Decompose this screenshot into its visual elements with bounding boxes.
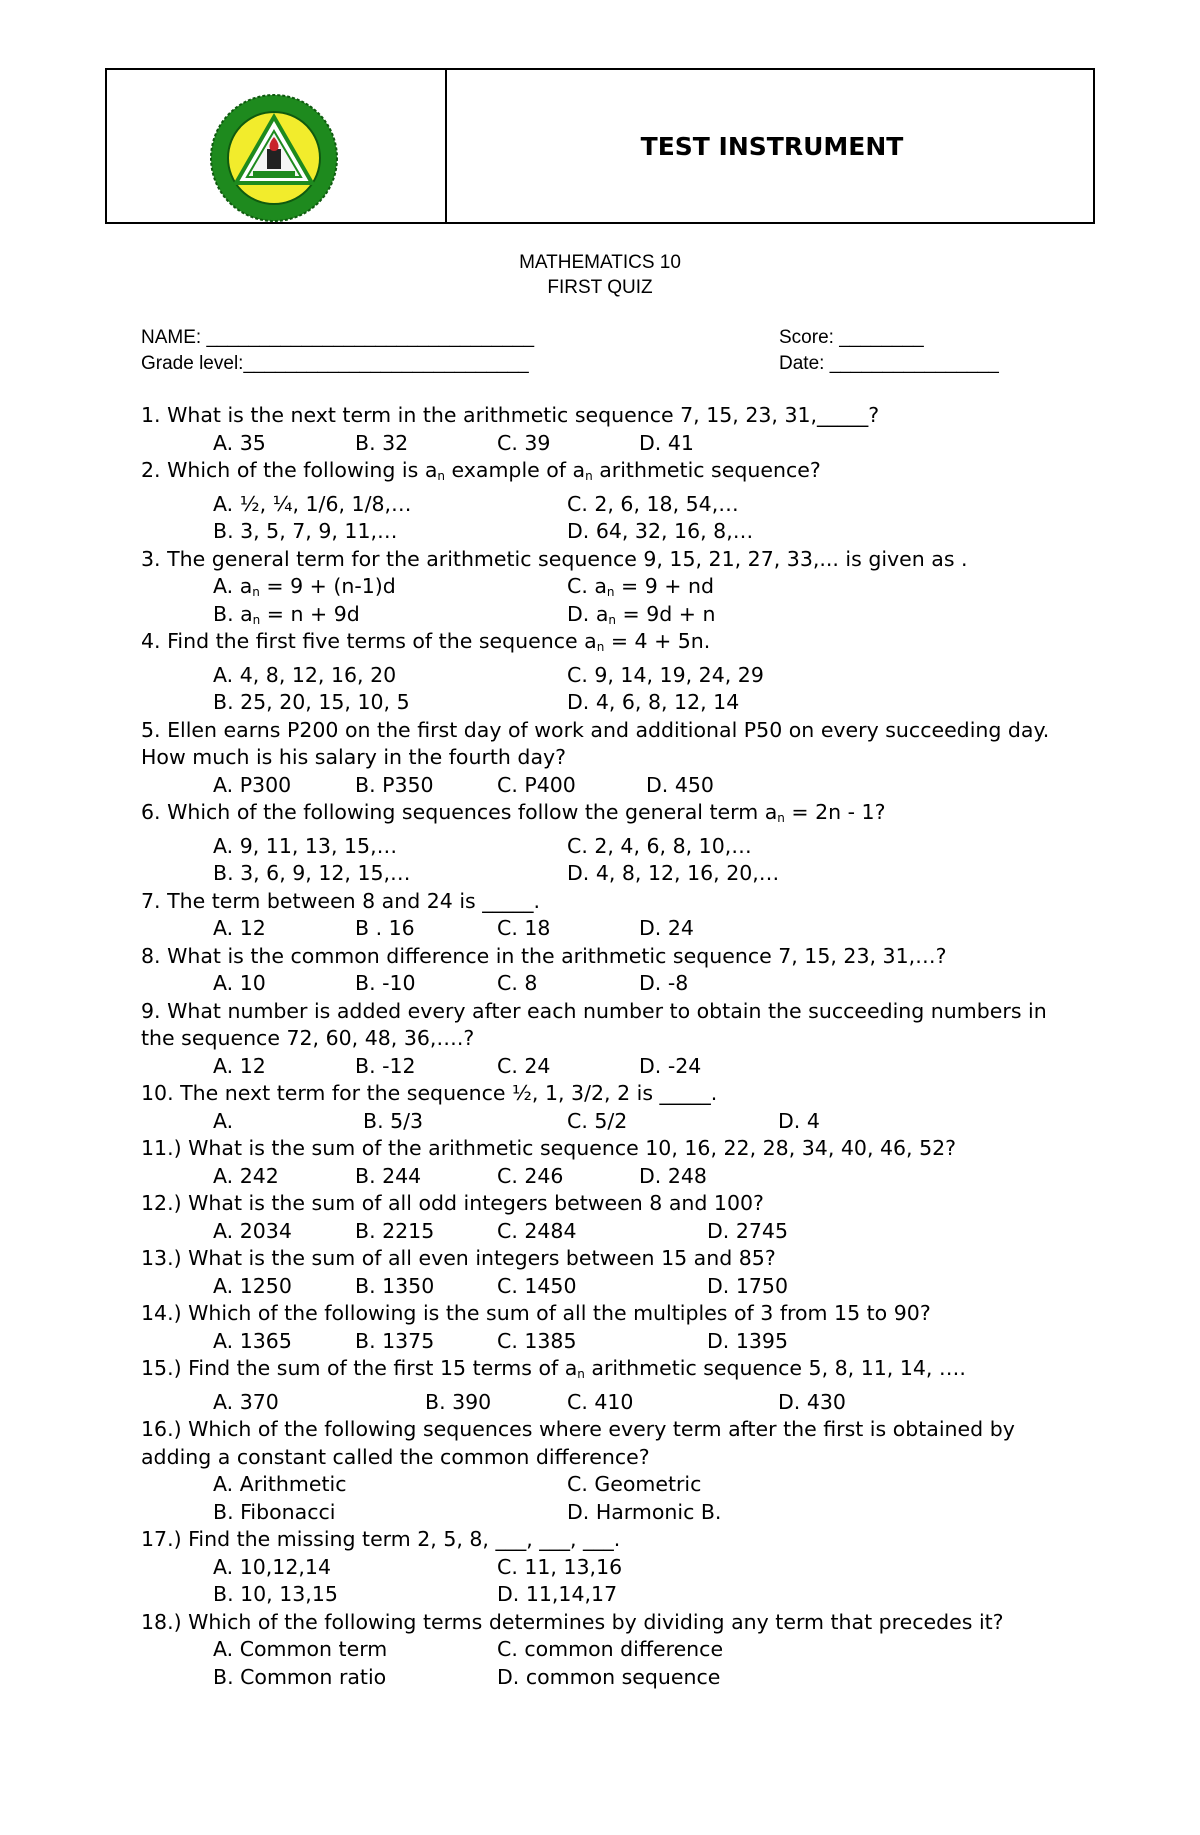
answer-option[interactable]: D. 430 <box>778 1389 846 1414</box>
answer-options-row <box>141 430 1066 458</box>
answer-option[interactable]: B. 1350 <box>355 1273 435 1298</box>
answer-options-row <box>141 970 1066 998</box>
header-table <box>105 68 1095 224</box>
answer-option[interactable]: C. 2, 4, 6, 8, 10,… <box>567 833 752 858</box>
answer-option[interactable]: D. 1395 <box>707 1328 788 1353</box>
answer-option[interactable]: D. 24 <box>639 916 694 940</box>
answer-option[interactable]: C. $a_n = 9$ + nd <box>567 574 714 599</box>
answer-option[interactable]: A. 10,12,14 <box>213 1554 331 1579</box>
answer-options-row <box>141 1163 1066 1191</box>
question-text: 7. The term between 8 and 24 is _____. <box>141 888 540 913</box>
answer-option[interactable]: A. P300 <box>213 772 292 797</box>
answer-option[interactable]: B. -10 <box>355 971 416 995</box>
document-title: TEST INSTRUMENT <box>640 132 904 161</box>
answer-option[interactable]: D. 450 <box>646 772 714 797</box>
answer-option[interactable]: B. 1375 <box>355 1328 435 1353</box>
answer-option[interactable]: D. -24 <box>639 1053 702 1078</box>
quiz-title: FIRST QUIZ <box>547 277 653 298</box>
answer-option[interactable]: D. 4, 6, 8, 12, 14 <box>567 690 740 714</box>
answer-option[interactable]: A. 12 <box>213 916 266 940</box>
answer-options-row <box>141 1636 1066 1664</box>
answer-options-row <box>141 1053 1066 1081</box>
question-text: 17.) Find the missing term 2, 5, 8, ___, ___, ___. <box>141 1527 621 1551</box>
question-text: 4. Find the first five terms of the sequence $a_n = 4 + 5n$. <box>141 629 711 654</box>
answer-option[interactable]: B. P350 <box>355 772 434 797</box>
answer-option[interactable]: A. Common term <box>213 1637 388 1661</box>
answer-option[interactable]: D. 64, 32, 16, 8,… <box>567 519 754 543</box>
answer-option[interactable]: C. 1385 <box>497 1328 577 1353</box>
answer-option[interactable]: C. P400 <box>497 772 576 797</box>
answer-option[interactable]: D. common sequence <box>497 1664 721 1689</box>
answer-option[interactable]: B. $a_n = n + 9d$ <box>213 601 360 627</box>
answer-option[interactable]: B. 3, 6, 9, 12, 15,… <box>213 861 411 885</box>
answer-option[interactable]: A. <box>213 1108 234 1133</box>
question-text: 8. What is the common difference in the arithmetic sequence 7, 15, 23, 31,…? <box>141 943 947 968</box>
answer-option[interactable]: C. 2484 <box>497 1218 577 1243</box>
answer-option[interactable]: C. 9, 14, 19, 24, 29 <box>567 662 764 687</box>
answer-option[interactable]: A. 9, 11, 13, 15,… <box>213 833 398 858</box>
answer-option[interactable]: C. Geometric <box>567 1472 702 1496</box>
answer-options-row <box>141 491 1066 519</box>
answer-option[interactable]: B. -12 <box>355 1053 416 1078</box>
answer-option[interactable]: B. 5/3 <box>363 1108 424 1133</box>
answer-options-row <box>141 1108 1066 1136</box>
answer-option[interactable]: C. 2, 6, 18, 54,… <box>567 491 739 516</box>
answer-option[interactable]: D. -8 <box>639 971 689 995</box>
answer-option[interactable]: C. 1450 <box>497 1273 577 1298</box>
answer-options-row <box>141 1554 1066 1582</box>
answer-option[interactable]: C. 8 <box>497 971 538 995</box>
answer-option[interactable]: A. 4, 8, 12, 16, 20 <box>213 662 397 687</box>
answer-options-row <box>141 1581 1066 1609</box>
question-text: 1. What is the next term in the arithmetic sequence 7, 15, 23, 31,_____? <box>141 403 880 427</box>
question-text: 13.) What is the sum of all even integers between 15 and 85? <box>141 1246 776 1270</box>
answer-options-row <box>141 1499 1066 1527</box>
question-text: 18.) Which of the following terms determines by dividing any term that precedes it? <box>141 1609 1004 1634</box>
question-text: 11.) What is the sum of the arithmetic sequence 10, 16, 22, 28, 34, 40, 46, 52? <box>141 1136 957 1160</box>
answer-option[interactable]: B. Common ratio <box>213 1664 387 1689</box>
answer-option[interactable]: A. 1250 <box>213 1273 292 1298</box>
answer-option[interactable]: D. 4, 8, 12, 16, 20,… <box>567 861 780 885</box>
answer-options-row <box>141 573 1066 601</box>
question-text: 6. Which of the following sequences follow the general term $a_n = 2n - 1$? <box>141 800 886 825</box>
school-seal-icon <box>209 93 339 223</box>
question-text: 12.) What is the sum of all odd integers between 8 and 100? <box>141 1191 764 1215</box>
answer-options-row <box>141 1664 1066 1692</box>
question-text: 3. The general term for the arithmetic sequence 9, 15, 21, 27, 33,... is given as . <box>141 546 968 571</box>
answer-option[interactable]: C. 11, 13,16 <box>497 1554 623 1579</box>
answer-option[interactable]: B. 10, 13,15 <box>213 1582 338 1606</box>
answer-option[interactable]: C. 24 <box>497 1053 551 1078</box>
answer-option[interactable]: A. Arithmetic <box>213 1472 347 1496</box>
answer-option[interactable]: B . 16 <box>355 916 415 940</box>
answer-option[interactable]: C. 5/2 <box>567 1108 628 1133</box>
answer-option[interactable]: A. 2034 <box>213 1218 292 1243</box>
answer-options-row <box>141 1328 1066 1356</box>
answer-option[interactable]: D. 1750 <box>707 1273 788 1298</box>
answer-option[interactable]: A. 242 <box>213 1163 279 1188</box>
question-text: 16.) Which of the following sequences where every term after the first is obtained by adding a constant called the common difference? <box>141 1417 1015 1469</box>
answer-option[interactable]: A. $a_n = 9 + (n-1)d$ <box>213 574 396 599</box>
answer-option[interactable]: A. ½, ¼, 1/6, 1/8,… <box>213 491 412 516</box>
answer-options-row <box>141 1218 1066 1246</box>
answer-option[interactable]: A. 1365 <box>213 1328 292 1353</box>
answer-options-row <box>141 915 1066 943</box>
question-text: 14.) Which of the following is the sum of all the multiples of 3 from 15 to 90? <box>141 1301 931 1325</box>
answer-options-row <box>141 1273 1066 1301</box>
answer-option[interactable]: D. $a_n = 9d + n$ <box>567 601 716 627</box>
answer-options-row <box>141 833 1066 861</box>
answer-option[interactable]: A. 12 <box>213 1053 266 1078</box>
question-text: 2. Which of the following is $a_n$ example of $a_n$ arithmetic sequence? <box>141 458 821 483</box>
answer-options-row <box>141 689 1066 717</box>
answer-options-row <box>141 860 1066 888</box>
answer-option[interactable]: A. 10 <box>213 971 266 995</box>
answer-options-row <box>141 1471 1066 1499</box>
answer-option[interactable]: C. 246 <box>497 1163 564 1188</box>
date-field[interactable]: Date: ________________ <box>779 353 999 374</box>
question-text: 9. What number is added every after each number to obtain the succeeding numbers in the sequence 72, 60, 48, 36,….? <box>141 998 1047 1050</box>
answer-option[interactable]: D. Harmonic B. <box>567 1499 722 1524</box>
question-text: 15.) Find the sum of the first 15 terms of $a_n$ arithmetic sequence 5, 8, 11, 14, …. <box>141 1356 966 1381</box>
answer-option[interactable]: A. 370 <box>213 1389 279 1414</box>
answer-option[interactable]: C. 410 <box>567 1389 634 1414</box>
answer-option[interactable]: C. 18 <box>497 916 551 940</box>
subject-title: MATHEMATICS 10 <box>519 252 681 273</box>
answer-option[interactable]: B. 32 <box>355 430 409 455</box>
answer-option[interactable]: B. 25, 20, 15, 10, 5 <box>213 690 410 714</box>
answer-option[interactable]: D. 248 <box>639 1163 707 1188</box>
answer-options-row <box>141 772 1066 800</box>
answer-option[interactable]: A. 35 <box>213 430 266 455</box>
answer-option[interactable]: C. common difference <box>497 1637 724 1661</box>
answer-options-row <box>141 601 1066 629</box>
answer-option[interactable]: D. 41 <box>639 430 694 455</box>
answer-option[interactable]: B. 244 <box>355 1163 422 1188</box>
answer-option[interactable]: C. 39 <box>497 430 551 455</box>
answer-option[interactable]: B. 390 <box>425 1389 492 1414</box>
answer-options-row <box>141 662 1066 690</box>
grade-level-field[interactable]: Grade level:___________________________ <box>141 353 529 374</box>
question-list <box>141 402 1066 1691</box>
answer-option[interactable]: D. 11,14,17 <box>497 1582 618 1606</box>
answer-options-row <box>141 1389 1066 1417</box>
question-text: 10. The next term for the sequence ½, 1, 3/2, 2 is _____. <box>141 1081 718 1105</box>
name-field[interactable]: NAME: _______________________________ <box>141 327 535 348</box>
score-field[interactable]: Score: ________ <box>779 327 924 348</box>
answer-option[interactable]: D. 4 <box>778 1108 820 1133</box>
answer-option[interactable]: D. 2745 <box>707 1218 788 1243</box>
answer-option[interactable]: B. Fibonacci <box>213 1499 336 1524</box>
question-text: 5. Ellen earns P200 on the first day of work and additional P50 on every succeeding day. How much is his salary in the fourth day? <box>141 717 1050 769</box>
answer-option[interactable]: B. 2215 <box>355 1218 435 1243</box>
answer-options-row <box>141 518 1066 546</box>
answer-option[interactable]: B. 3, 5, 7, 9, 11,… <box>213 519 398 543</box>
